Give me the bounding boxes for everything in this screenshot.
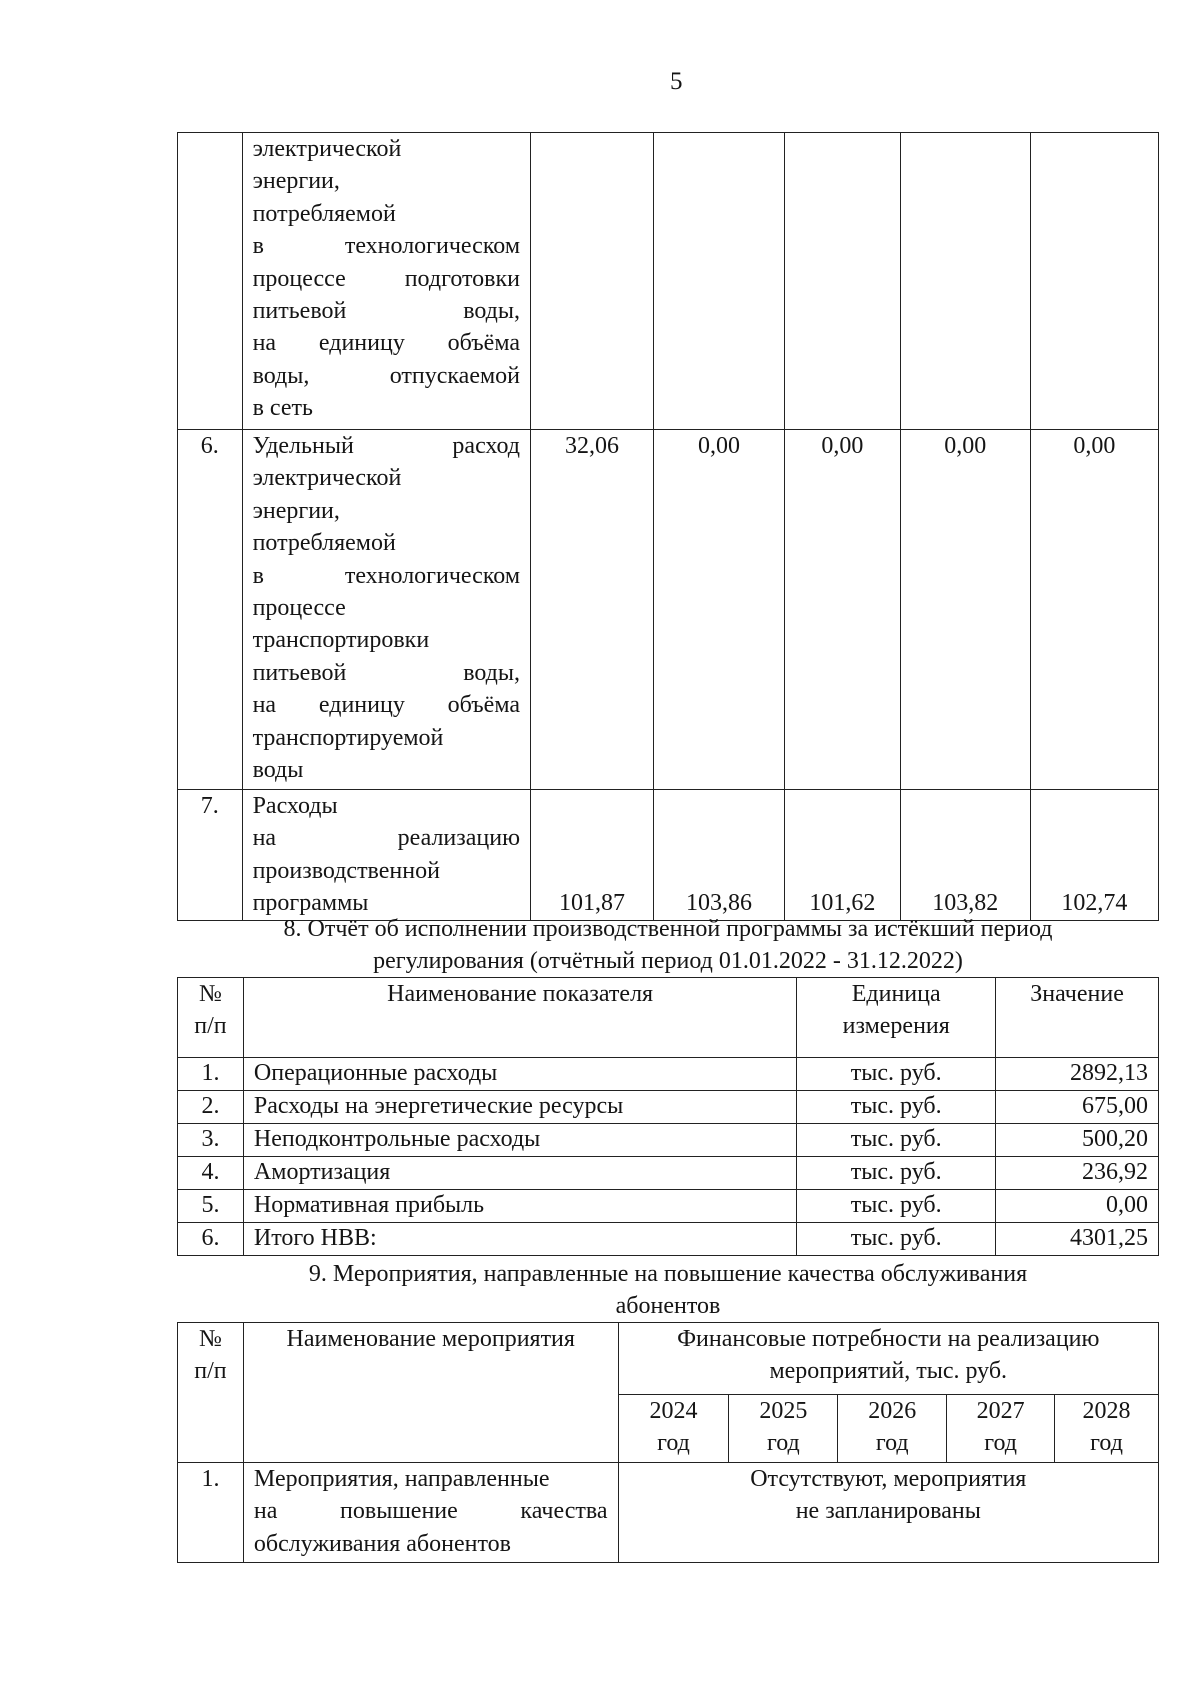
- header-finance: Финансовые потребности на реализацию мероприятий, тыс. руб.: [618, 1323, 1158, 1395]
- value-cell: 0,00: [900, 430, 1030, 790]
- row-number: 3.: [178, 1124, 244, 1157]
- row-name: Нормативная прибыль: [243, 1190, 796, 1223]
- row-name: Расходы на энергетические ресурсы: [243, 1091, 796, 1124]
- row-number: 5.: [178, 1190, 244, 1223]
- header-year: 2027 год: [947, 1395, 1055, 1463]
- value-cell: 0,00: [785, 430, 901, 790]
- row-unit: тыс. руб.: [797, 1058, 996, 1091]
- row-unit: тыс. руб.: [797, 1190, 996, 1223]
- production-program-indicators-table: [177, 132, 1159, 921]
- row-number: 2.: [178, 1091, 244, 1124]
- header-name: Наименование показателя: [243, 978, 796, 1058]
- value-cell: 32,06: [531, 430, 654, 790]
- table-header-row: [178, 978, 1159, 1058]
- value-cell: 101,62: [785, 790, 901, 921]
- row-number: 6.: [178, 430, 243, 790]
- row-value: 675,00: [996, 1091, 1159, 1124]
- table-header-row: [178, 1323, 1159, 1395]
- row-number: 7.: [178, 790, 243, 921]
- header-year: 2024 год: [618, 1395, 729, 1463]
- row-name: Операционные расходы: [243, 1058, 796, 1091]
- table-row: [178, 1190, 1159, 1223]
- indicator-name: Расходы на реализацию производственной программы: [242, 790, 530, 921]
- header-year: 2026 год: [838, 1395, 947, 1463]
- table-row: [178, 1091, 1159, 1124]
- value-cell: 103,82: [900, 790, 1030, 921]
- value-cell: 103,86: [653, 790, 784, 921]
- header-value: Значение: [996, 978, 1159, 1058]
- row-number: [178, 133, 243, 430]
- header-num: № п/п: [178, 1323, 244, 1463]
- row-name: Итого НВВ:: [243, 1223, 796, 1256]
- table-row: [178, 1463, 1159, 1563]
- table-row: [178, 430, 1159, 790]
- row-value: 2892,13: [996, 1058, 1159, 1091]
- section-8-title: 8. Отчёт об исполнении производственной программы за истёкший период регулирования (отчётный период 01.01.2022 - 31.12.2022): [283, 916, 1053, 974]
- header-measure-name: Наименование мероприятия: [243, 1323, 618, 1463]
- measure-name: Мероприятия, направленные на повышение качества обслуживания абонентов: [243, 1463, 618, 1563]
- row-value: 0,00: [996, 1190, 1159, 1223]
- row-unit: тыс. руб.: [797, 1223, 996, 1256]
- table-row: [178, 1058, 1159, 1091]
- row-value: 500,20: [996, 1124, 1159, 1157]
- row-number: 1.: [178, 1058, 244, 1091]
- row-number: 6.: [178, 1223, 244, 1256]
- header-unit: Единица измерения: [797, 978, 996, 1058]
- header-year: 2028 год: [1055, 1395, 1159, 1463]
- row-unit: тыс. руб.: [797, 1124, 996, 1157]
- table-row: [178, 1157, 1159, 1190]
- value-cell: 101,87: [531, 790, 654, 921]
- indicator-name: электрической энергии, потребляемой в технологическом процессе подготовки питьевой воды, на единицу объёма воды, отпускаемой в сеть: [242, 133, 530, 430]
- report-table: [177, 977, 1159, 1256]
- measure-status: Отсутствуют, мероприятия не запланированы: [618, 1463, 1158, 1563]
- indicator-name: Удельный расход электрической энергии, потребляемой в технологическом процессе транспортировки питьевой воды, на единицу объёма транспортируемой воды: [242, 430, 530, 790]
- header-num: № п/п: [178, 978, 244, 1058]
- service-quality-measures-table: [177, 1322, 1159, 1563]
- row-unit: тыс. руб.: [797, 1157, 996, 1190]
- row-name: Амортизация: [243, 1157, 796, 1190]
- row-unit: тыс. руб.: [797, 1091, 996, 1124]
- header-year: 2025 год: [729, 1395, 838, 1463]
- section-9-title: 9. Мероприятия, направленные на повышение качества обслуживания абонентов: [308, 1261, 1028, 1319]
- value-cell: 102,74: [1030, 790, 1158, 921]
- row-value: 4301,25: [996, 1223, 1159, 1256]
- page-number: 5: [670, 68, 683, 95]
- row-number: 4.: [178, 1157, 244, 1190]
- table-row: [178, 1124, 1159, 1157]
- row-number: 1.: [178, 1463, 244, 1563]
- row-value: 236,92: [996, 1157, 1159, 1190]
- table-row: [178, 790, 1159, 921]
- value-cell: 0,00: [653, 430, 784, 790]
- value-cell: 0,00: [1030, 430, 1158, 790]
- table-row: [178, 133, 1159, 430]
- table-row: [178, 1223, 1159, 1256]
- row-name: Неподконтрольные расходы: [243, 1124, 796, 1157]
